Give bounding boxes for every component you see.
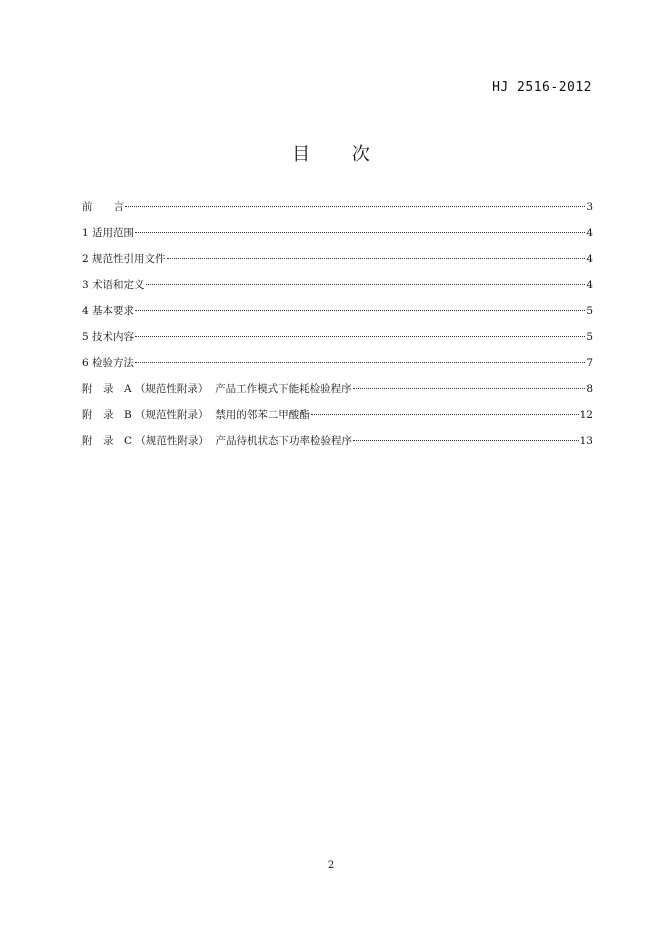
toc-entry-page: 8 bbox=[586, 383, 593, 395]
toc-entry-appendix-c[interactable] bbox=[82, 433, 593, 459]
toc-leader-dots bbox=[353, 440, 579, 441]
toc-leader-dots bbox=[125, 206, 585, 207]
toc-entry-page: 7 bbox=[586, 357, 593, 369]
toc-entry-foreword[interactable] bbox=[82, 199, 593, 225]
toc-entry-page: 3 bbox=[586, 201, 593, 213]
toc-entry-label: 附 录 B （规范性附录） 禁用的邻苯二甲酸酯 bbox=[82, 409, 310, 421]
toc-leader-dots bbox=[135, 310, 585, 311]
toc-leader-dots bbox=[135, 336, 585, 337]
toc-entry-label: 前 言 bbox=[82, 201, 124, 213]
toc-entry-test-methods[interactable] bbox=[82, 355, 593, 381]
toc-entry-page: 4 bbox=[586, 227, 593, 239]
toc-entry-page: 12 bbox=[579, 409, 593, 421]
table-of-contents bbox=[82, 199, 593, 459]
toc-entry-label: 3 术语和定义 bbox=[82, 279, 145, 291]
toc-entry-basic-requirements[interactable] bbox=[82, 303, 593, 329]
toc-entry-label: 附 录 A （规范性附录） 产品工作模式下能耗检验程序 bbox=[82, 383, 352, 395]
toc-leader-dots bbox=[146, 284, 586, 285]
toc-leader-dots bbox=[353, 388, 586, 389]
document-code: HJ 2516-2012 bbox=[492, 80, 592, 95]
toc-leader-dots bbox=[135, 362, 585, 363]
page-title: 目 次 bbox=[292, 144, 388, 165]
toc-leader-dots bbox=[135, 232, 585, 233]
toc-entry-page: 13 bbox=[579, 435, 593, 447]
toc-entry-scope[interactable] bbox=[82, 225, 593, 251]
toc-entry-label: 6 检验方法 bbox=[82, 357, 135, 369]
toc-entry-page: 5 bbox=[586, 331, 593, 343]
toc-entry-appendix-a[interactable] bbox=[82, 381, 593, 407]
toc-entry-technical-content[interactable] bbox=[82, 329, 593, 355]
toc-leader-dots bbox=[167, 258, 586, 259]
toc-entry-label: 附 录 C （规范性附录） 产品待机状态下功率检验程序 bbox=[82, 435, 353, 447]
toc-entry-label: 1 适用范围 bbox=[82, 227, 135, 239]
toc-entry-label: 2 规范性引用文件 bbox=[82, 253, 166, 265]
toc-leader-dots bbox=[311, 414, 579, 415]
toc-entry-label: 5 技术内容 bbox=[82, 331, 135, 343]
toc-entry-page: 4 bbox=[586, 279, 593, 291]
toc-entry-page: 4 bbox=[586, 253, 593, 265]
toc-entry-label: 4 基本要求 bbox=[82, 305, 135, 317]
toc-entry-page: 5 bbox=[586, 305, 593, 317]
toc-entry-appendix-b[interactable] bbox=[82, 407, 593, 433]
page-number: 2 bbox=[327, 860, 335, 871]
toc-entry-terms-definitions[interactable] bbox=[82, 277, 593, 303]
toc-entry-normative-references[interactable] bbox=[82, 251, 593, 277]
